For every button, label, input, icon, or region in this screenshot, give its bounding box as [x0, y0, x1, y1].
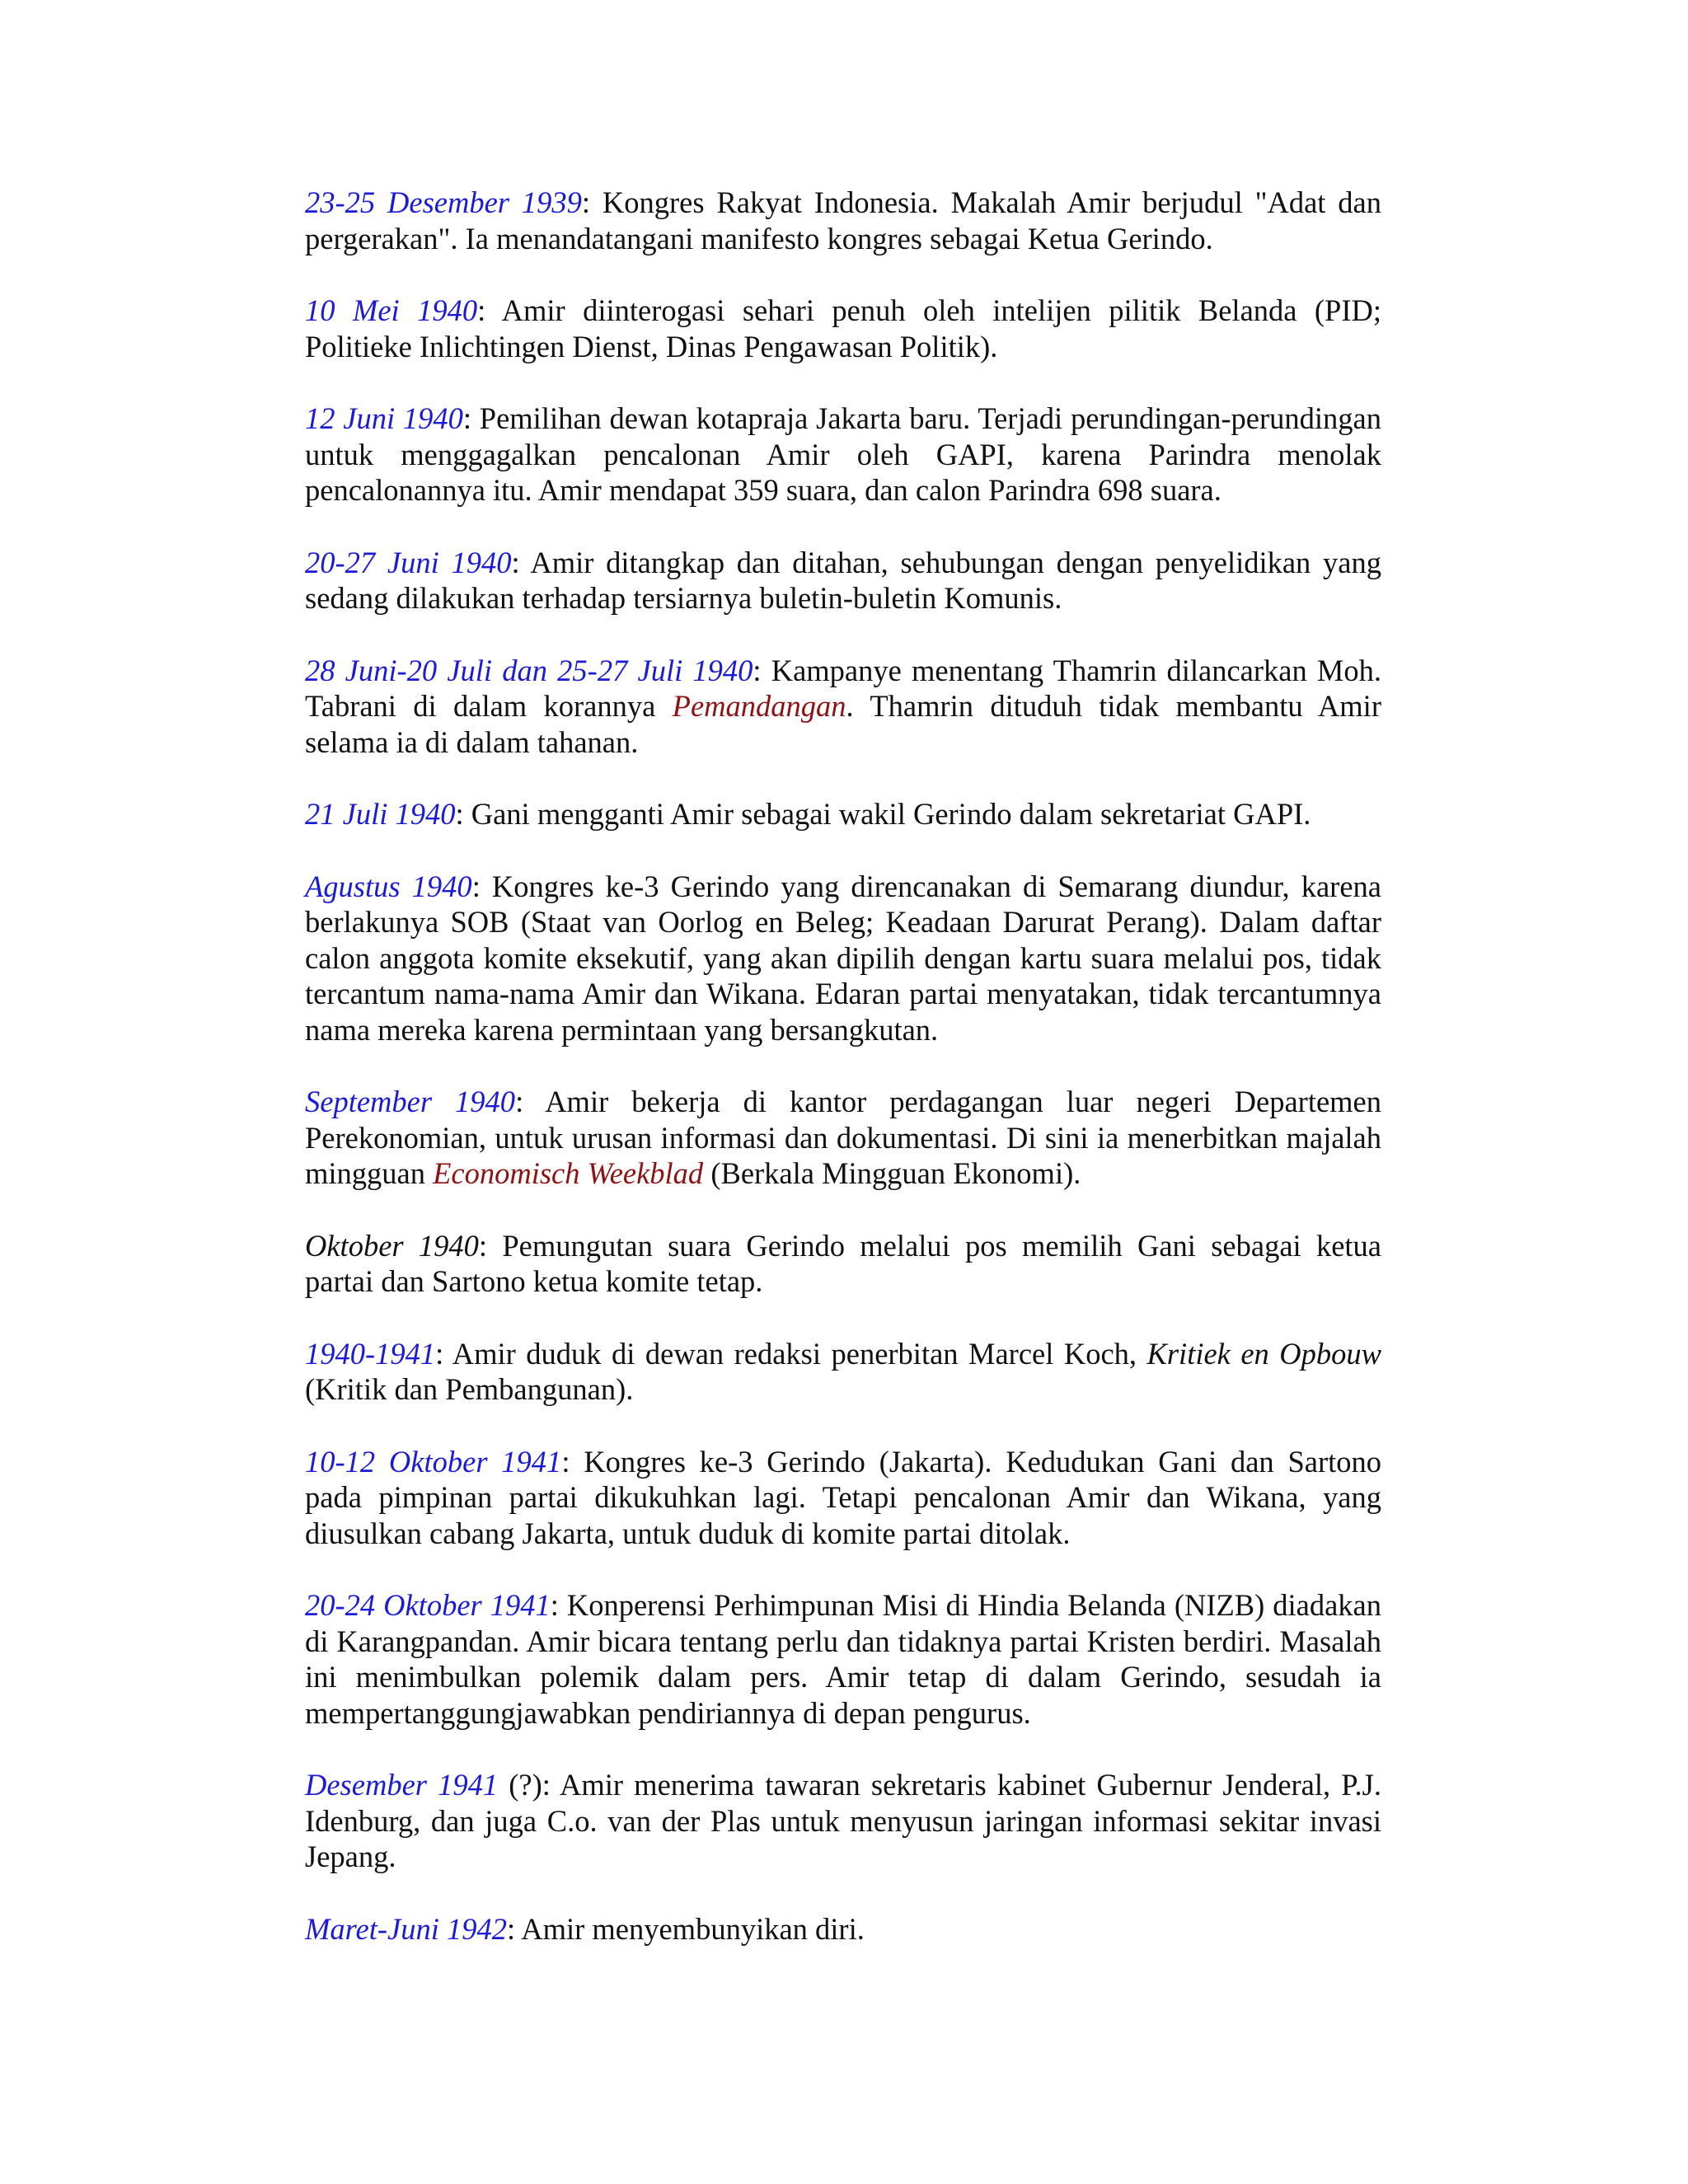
entry-text: : Amir duduk di dewan redaksi penerbitan Marcel Koch,	[435, 1336, 1147, 1371]
entry-text: : Pemilihan dewan kotapraja Jakarta baru. Terjadi perundingan-perundingan untuk menggagalkan pencalonan Amir oleh GAPI, karena Parindra menolak pencalonannya itu. Amir mendapat 359 suara, dan calon Parindra 698 suara.	[305, 401, 1381, 507]
entry-date: 12 Juni 1940	[305, 401, 463, 435]
timeline-entry	[305, 1911, 1381, 1947]
entry-text: (Berkala Mingguan Ekonomi).	[703, 1156, 1081, 1190]
entry-text: . Thamrin dituduh tidak membantu Amir selama ia di dalam tahanan.	[305, 689, 1381, 759]
document-page	[305, 185, 1381, 1947]
entry-text: (?): Amir menerima tawaran sekretaris kabinet Gubernur Jenderal, P.J. Idenburg, dan juga C.o. van der Plas untuk menyusun jaringan informasi sekitar invasi Jepang.	[305, 1768, 1381, 1873]
entry-date: 1940-1941	[305, 1336, 436, 1371]
entry-date: Oktober 1940	[305, 1228, 479, 1263]
entry-date: 21 Juli 1940	[305, 797, 456, 831]
timeline-entry	[305, 401, 1381, 509]
timeline-entry	[305, 1084, 1381, 1192]
publication-title: Pemandangan	[672, 689, 846, 723]
entry-text: (Kritik dan Pembangunan).	[305, 1372, 634, 1406]
entry-date: 20-24 Oktober 1941	[305, 1588, 551, 1622]
entry-text: : Amir bekerja di kantor perdagangan luar negeri Departemen Perekonomian, untuk urusan informasi dan dokumentasi. Di sini ia menerbitkan majalah mingguan	[305, 1085, 1382, 1190]
entry-text: : Konperensi Perhimpunan Misi di Hindia Belanda (NIZB) diadakan di Karangpandan. Amir bicara tentang perlu dan tidaknya partai Kristen berdiri. Masalah ini menimbulkan polemik dalam pers. Amir tetap di dalam Gerindo, sesudah ia mempertanggungjawabkan pendiriannya di depan pengurus.	[305, 1588, 1381, 1730]
timeline-entry	[305, 796, 1381, 832]
entry-date: 10-12 Oktober 1941	[305, 1444, 562, 1479]
timeline-entry	[305, 869, 1381, 1048]
entry-date: September 1940	[305, 1085, 516, 1118]
entry-text: : Kampanye menentang Thamrin dilancarkan Moh. Tabrani di dalam korannya	[305, 653, 1381, 723]
entry-text: : Amir ditangkap dan ditahan, sehubungan dengan penyelidikan yang sedang dilakukan terhadap tersiarnya buletin-buletin Komunis.	[305, 545, 1382, 615]
entry-text: : Kongres Rakyat Indonesia. Makalah Amir berjudul "Adat dan pergerakan". Ia menandatangani manifesto kongres sebagai Ketua Gerindo.	[305, 185, 1382, 255]
entry-text: : Gani mengganti Amir sebagai wakil Gerindo dalam sekretariat GAPI.	[455, 797, 1311, 831]
timeline-entry	[305, 1587, 1381, 1731]
entry-text: : Amir diinterogasi sehari penuh oleh intelijen pilitik Belanda (PID; Politieke Inlichtingen Dienst, Dinas Pengawasan Politik).	[305, 293, 1381, 363]
timeline-entry	[305, 1444, 1381, 1552]
timeline-entry	[305, 293, 1381, 364]
entry-date: 20-27 Juni 1940	[305, 545, 512, 579]
entry-date: 10 Mei 1940	[305, 293, 478, 327]
timeline-entry	[305, 1767, 1381, 1875]
entry-text: : Kongres ke-3 Gerindo yang direncanakan di Semarang diundur, karena berlakunya SOB (Staat van Oorlog en Beleg; Keadaan Darurat Perang). Dalam daftar calon anggota komite eksekutif, yang akan dipilih dengan kartu suara melalui pos, tidak tercantum nama-nama Amir dan Wikana. Edaran partai menyatakan, tidak tercantumnya nama mereka karena permintaan yang bersangkutan.	[305, 869, 1381, 1047]
entry-text: : Kongres ke-3 Gerindo (Jakarta). Kedudukan Gani dan Sartono pada pimpinan partai dikukuhkan lagi. Tetapi pencalonan Amir dan Wikana, yang diusulkan cabang Jakarta, untuk duduk di komite partai ditolak.	[305, 1444, 1381, 1550]
publication-title: Economisch Weekblad	[433, 1156, 704, 1190]
entry-date: 28 Juni-20 Juli dan 25-27 Juli 1940	[305, 653, 753, 687]
entry-date: Maret-Juni 1942	[305, 1911, 507, 1946]
timeline-entry	[305, 1228, 1381, 1300]
entry-text: : Amir menyembunyikan diri.	[506, 1911, 865, 1946]
entry-text: : Pemungutan suara Gerindo melalui pos memilih Gani sebagai ketua partai dan Sartono ketua komite tetap.	[305, 1228, 1381, 1298]
timeline-entry	[305, 545, 1381, 616]
entry-date: 23-25 Desember 1939	[305, 185, 582, 219]
timeline-entry	[305, 653, 1381, 761]
publication-title: Kritiek en Opbouw	[1146, 1336, 1381, 1371]
timeline-entry	[305, 185, 1381, 256]
entry-date: Agustus 1940	[305, 869, 472, 903]
timeline-entry	[305, 1336, 1381, 1408]
entry-date: Desember 1941	[305, 1768, 499, 1802]
